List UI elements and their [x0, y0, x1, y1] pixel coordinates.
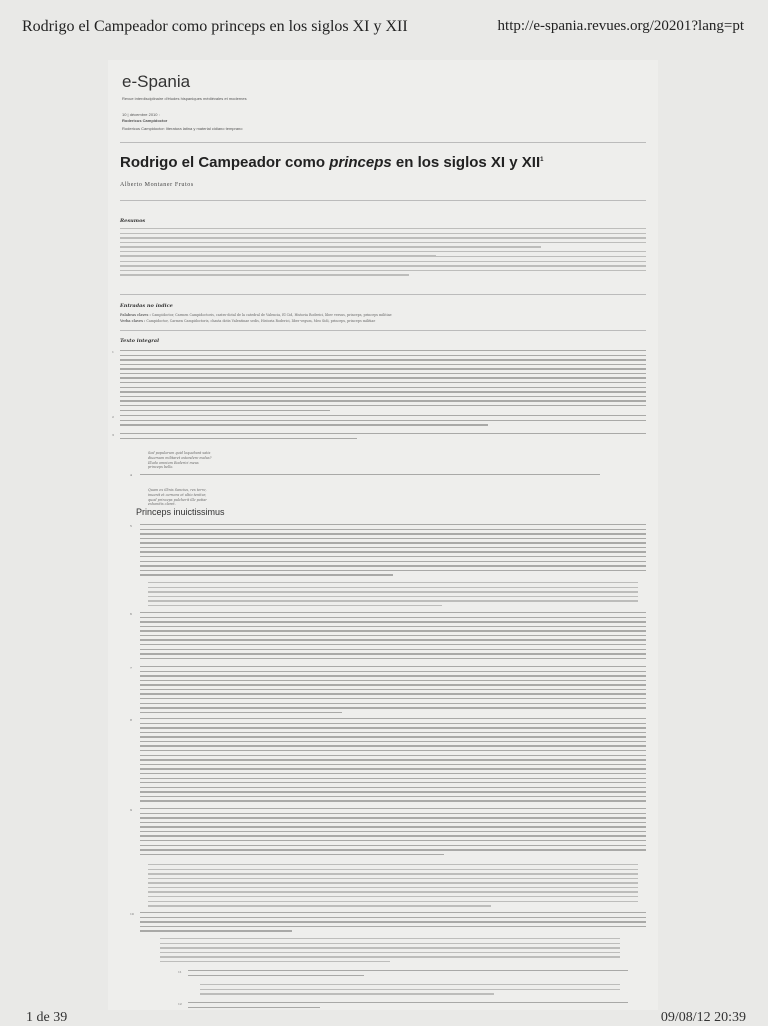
- body-paragraph-7: [140, 666, 646, 714]
- abstract-paragraph-2: [120, 256, 646, 286]
- paragraph-number: 6: [130, 612, 132, 616]
- body-paragraph-1: [120, 350, 646, 412]
- divider: [120, 142, 646, 143]
- divider: [120, 294, 646, 295]
- paragraph-number: 11: [178, 970, 182, 974]
- keywords-la: Verba claves : Campidoctor, Carmen Campidoctoris, chasta dotis Valentinae sedis, Historia Roderici, liber vegum, Meo Sidi, princeps, princeps militiae: [120, 319, 376, 323]
- issue-title[interactable]: Rodericus Campidoctor: [122, 118, 168, 123]
- paragraph-number: 3: [112, 433, 114, 437]
- body-paragraph-5: [140, 524, 646, 576]
- print-header: [0, 0, 768, 44]
- issue-number[interactable]: 10 | décembre 2010 :: [122, 112, 160, 117]
- body-paragraph-6: [140, 612, 646, 662]
- print-footer: [0, 1006, 768, 1024]
- page-url[interactable]: http://e-spania.revues.org/20201?lang=pt: [497, 18, 744, 34]
- divider: [120, 330, 646, 331]
- issue-description: Rodericus Campidoctor: literatura latina y material cidiano temprano: [122, 126, 243, 131]
- footnote-block-3: [160, 938, 620, 966]
- paragraph-number: 4: [130, 473, 132, 477]
- paragraph-number: 9: [130, 808, 132, 812]
- section-heading-entradas: Entradas no índice: [120, 303, 173, 309]
- document-title: Rodrigo el Campeador como princeps en los siglos XI y XII: [22, 18, 408, 35]
- paragraph-number: 10: [130, 912, 134, 916]
- paragraph-number: 2: [112, 415, 114, 419]
- print-datetime: 09/08/12 20:39: [660, 1010, 746, 1025]
- paragraph-number: 7: [130, 666, 132, 670]
- body-paragraph-8: [140, 718, 646, 804]
- body-paragraph-4: [140, 474, 600, 479]
- latin-quote-1: Sed populorum quid loquebant satis diuersum militaret ostendere malus? Illudo omnium Roderici meus princeps bello.: [148, 451, 212, 470]
- article-author[interactable]: Alberto Montaner Frutos: [120, 182, 194, 188]
- journal-subtitle: Revue interdisciplinaire d'études hispaniques médiévales et modernes: [122, 96, 247, 101]
- body-paragraph-9: [140, 808, 646, 858]
- footnote-block-2: [148, 864, 638, 908]
- body-paragraph-10: [140, 912, 646, 934]
- page-counter: 1 de 39: [26, 1010, 68, 1025]
- section-heading-resumen: Resumos: [120, 218, 146, 224]
- section-heading-princeps: Princeps inuictissimus: [136, 507, 225, 517]
- footnote-block-1: [148, 582, 638, 608]
- body-paragraph-2: [120, 415, 646, 429]
- divider: [120, 200, 646, 201]
- latin-quote-2: Quam ex illinis Sancius, rex terre, inuenit et cernens et ultio tenitur, quod princeps pulcherit ille potiar exhonitis claret.: [148, 488, 207, 507]
- body-paragraph-3: [120, 433, 646, 443]
- paragraph-number: 8: [130, 718, 132, 722]
- section-heading-texto: Texto integral: [120, 338, 159, 344]
- article-page: [108, 60, 658, 1010]
- article-title: Rodrigo el Campeador como princeps en los siglos XI y XII$^1$: [120, 154, 544, 171]
- keywords-es: Palabras claves : Campidoctor, Carmen Campidoctoris, castro-dotal de la catedral de Valencia, El Cid, Historia Roderici, liber versus, princeps, princeps militiae: [120, 313, 392, 317]
- paragraph-number: 12: [178, 1002, 182, 1006]
- paragraph-number: 1: [112, 350, 114, 354]
- journal-name[interactable]: e-Spania: [122, 72, 191, 91]
- body-paragraph-11: [188, 970, 628, 980]
- paragraph-number: 5: [130, 524, 132, 528]
- footnote-block-4: [200, 984, 620, 1000]
